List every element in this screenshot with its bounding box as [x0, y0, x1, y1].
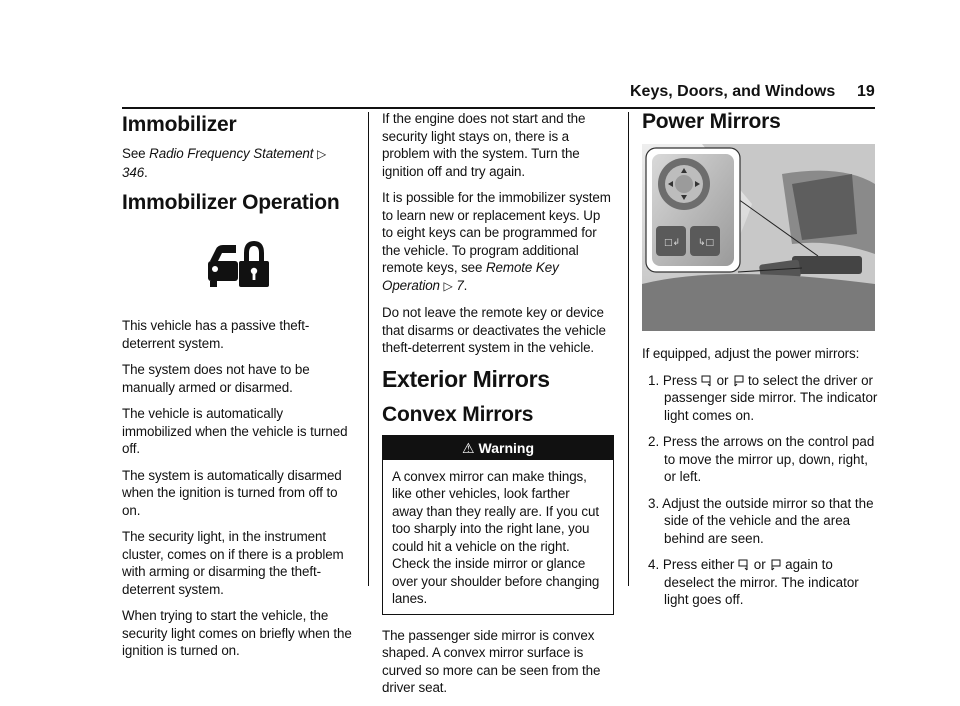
paragraph: This vehicle has a passive theft-deterrent system. [122, 318, 310, 351]
paragraph: Do not leave the remote key or device that disarms or deactivates the vehicle theft-deterrent system in the vehicle. [382, 305, 606, 355]
header-rule [122, 107, 875, 109]
svg-text:□↲: □↲ [664, 238, 681, 248]
page-reference-arrow-icon: ▷ [443, 278, 453, 293]
radio-frequency-link[interactable]: Radio Frequency Statement [149, 146, 314, 161]
left-mirror-select-icon [738, 559, 750, 571]
right-mirror-select-icon [769, 559, 781, 571]
convex-mirrors-heading: Convex Mirrors [382, 402, 534, 426]
paragraph: When trying to start the vehicle, the security light comes on briefly when the ignition is turned on. [122, 608, 352, 658]
running-header-title: Keys, Doors, and Windows [630, 83, 836, 100]
warning-text: A convex mirror can make things, like other vehicles, look farther away than they really are. If you cut too sharply into the right lane, you could hit a vehicle on the right. Check the inside mirror or glance over your shoulder before changing lanes. [392, 468, 600, 606]
paragraph: If the engine does not start and the security light stays on, there is a problem with the system. Turn the ignition off and try again. [382, 111, 586, 179]
page-reference-arrow-icon: ▷ [317, 147, 327, 161]
power-mirrors-heading: Power Mirrors [642, 110, 781, 133]
list-item: 1. Press or to select the driver or passenger side mirror. The indicator light comes on. [648, 372, 878, 423]
right-mirror-select-icon [732, 375, 744, 387]
column-immobilizer [122, 110, 354, 669]
paragraph: The security light, in the instrument cluster, comes on if there is a problem with arming or disarming the theft-deterrent system. [122, 529, 344, 597]
security-light-figure [122, 223, 354, 305]
power-mirror-control-photo [642, 144, 875, 331]
column-divider-1 [368, 112, 369, 586]
warning-box [382, 435, 614, 615]
immobilizer-operation-heading: Immobilizer Operation [122, 191, 340, 214]
immobilizer-heading: Immobilizer [122, 113, 237, 136]
svg-text:↳□: ↳□ [698, 238, 715, 248]
security-lock-icon [206, 239, 270, 289]
page-number: 19 [857, 83, 875, 100]
list-item: 3. Adjust the outside mirror so that the side of the vehicle and the area behind are seen. [648, 495, 874, 546]
remote-key-page-number[interactable]: 7 [456, 277, 464, 293]
warning-icon: ⚠ [461, 439, 475, 456]
list-item: 4. Press either or again to deselect the mirror. The indicator light goes off. [648, 557, 859, 607]
door-panel-illustration [642, 144, 875, 331]
paragraph: The system is automatically disarmed when the ignition is turned from off to on. [122, 467, 342, 518]
paragraph: The passenger side mirror is convex shaped. A convex mirror surface is curved so more can be seen from the driver seat. [382, 627, 601, 695]
paragraph: It is possible for the immobilizer system to learn new or replacement keys. Up to eight keys can be programmed for the vehicle. To program additional remote keys, see Remote Key Operation ▷ 7. [382, 190, 611, 293]
steps-list [642, 372, 882, 609]
paragraph: The vehicle is automatically immobilized when the vehicle is turned off. [122, 406, 348, 456]
warning-header: ⚠ Warning [383, 436, 613, 460]
column-power-mirrors [642, 110, 882, 618]
remote-key-operation-link[interactable]: Remote Key Operation [382, 260, 559, 293]
left-mirror-select-icon [701, 375, 713, 387]
see-reference: See Radio Frequency Statement ▷ 346. [122, 146, 327, 180]
column-divider-2 [628, 112, 629, 586]
see-page-number[interactable]: 346 [122, 164, 145, 180]
paragraph: The system does not have to be manually armed or disarmed. [122, 362, 310, 395]
column-exterior-mirrors [382, 110, 614, 706]
paragraph: If equipped, adjust the power mirrors: [642, 346, 860, 361]
exterior-mirrors-heading: Exterior Mirrors [382, 365, 550, 392]
list-item: 2. Press the arrows on the control pad to move the mirror up, down, right, or left. [648, 434, 875, 484]
